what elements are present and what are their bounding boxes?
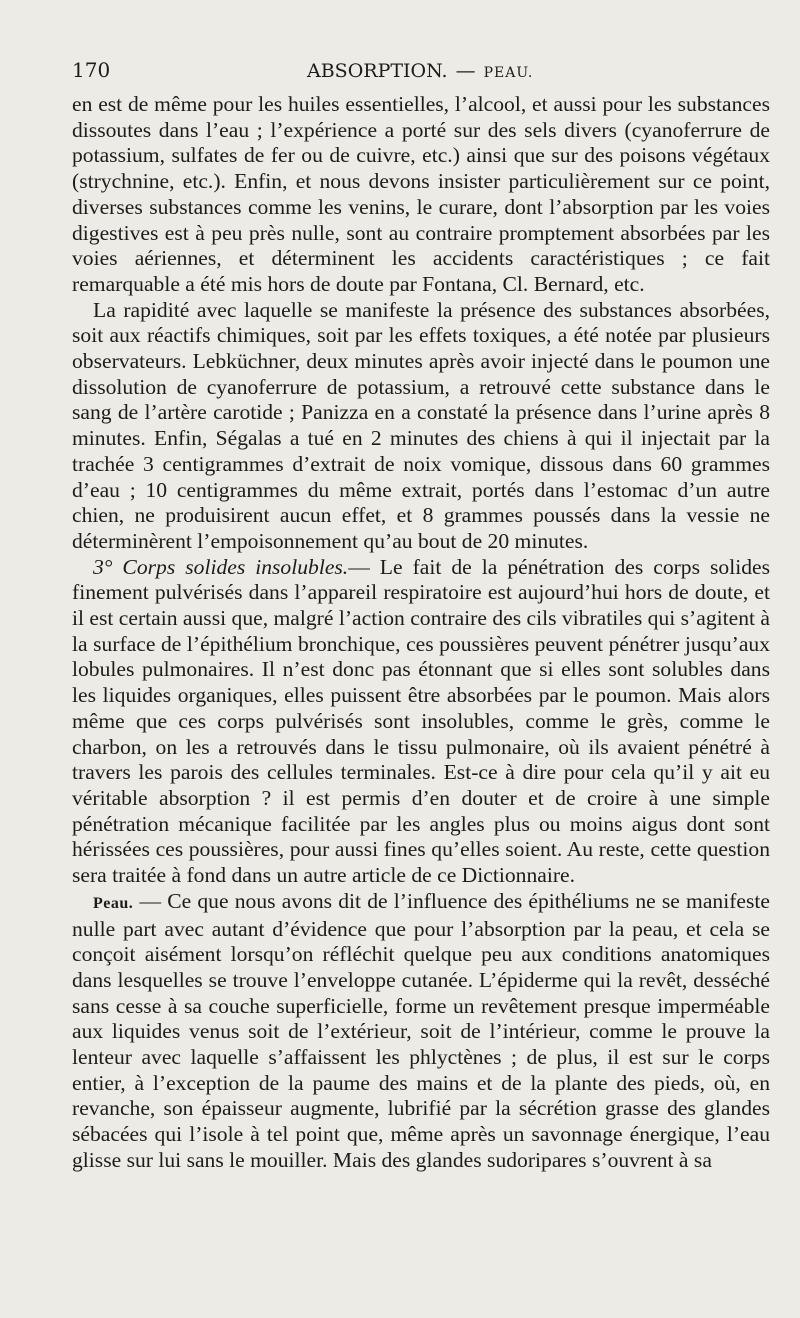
paragraph-4: [72, 889, 770, 1174]
section-heading-peau: Peau.: [93, 894, 134, 912]
paragraph-3-text: — Le fait de la pénétration des corps solides finement pulvérisés dans l’appareil respiratoire est aujourd’hui hors de doute, et il est certain aussi que, malgré l’action contraire des cils vibratiles qui s’agitent à la surface de l’épithélium bronchique, ces poussières peuvent pénétrer jusqu’aux lobules pulmonaires. Il n’est donc pas étonnant que si elles sont solubles dans les liquides organiques, elles puissent être absorbées par le poumon. Mais alors même que ces corps pulvérisés sont insolubles, comme le grès, comme le charbon, on les a retrouvés dans le tissu pulmonaire, où ils avaient pénétré à travers les parois des cellules terminales. Est-ce à dire pour cela qu’il y ait eu véritable absorption ? il est permis d’en douter et de croire à une simple pénétration mécanique facilitée par les angles plus ou moins aigus dont sont hérissées ces poussières, pour aussi fines qu’elles soient. Au reste, cette question sera traitée à fond dans un autre article de ce Dictionnaire.: [72, 554, 770, 888]
paragraph-2: La rapidité avec laquelle se manifeste la présence des substances absorbées, soit aux réactifs chimiques, soit par les effets toxiques, a été notée par plusieurs observateurs. Lebküchner, deux minutes après avoir injecté dans le poumon une dissolution de cyanoferrure de potassium, a retrouvé cette substance dans le sang de l’artère carotide ; Panizza en a constaté la présence dans l’urine après 8 minutes. Enfin, Ségalas a tué en 2 minutes des chiens à qui il injectait par la trachée 3 centigrammes d’extrait de noix vomique, dissous dans 60 grammes d’eau ; 10 centigrammes du même extrait, portés dans l’estomac d’un autre chien, ne produisirent aucun effet, et 8 grammes poussés dans la vessie ne déterminèrent l’empoisonnement qu’au bout de 20 minutes.: [72, 297, 770, 553]
body-text: [72, 92, 770, 1174]
page-number: 170: [72, 58, 111, 82]
header-separator: —: [455, 58, 476, 82]
paragraph-3: [72, 555, 770, 889]
paragraph-4-text: — Ce que nous avons dit de l’influence des épithéliums ne se manifeste nulle part avec autant d’évidence que pour l’absorption par la peau, et cela se conçoit aisément lorsqu’on réfléchit quelque peu aux conditions anatomiques dans lesquelles se trouve l’enveloppe cutanée. L’épiderme qui la revêt, desséché sans cesse à sa couche superficielle, forme un revêtement presque imperméable aux liquides venus soit de l’extérieur, soit de l’intérieur, comme le prouve la lenteur avec laquelle s’affaissent les phlyctènes ; de plus, il est sur le corps entier, à l’exception de la paume des mains et de la plante des pieds, où, en revanche, son épaisseur augmente, lubrifié par la sécrétion grasse des glandes sébacées qui l’isole à tel point que, même après un savonnage énergique, l’eau glisse sur lui sans le mouiller. Mais des glandes sudoripares s’ouvrent à sa: [72, 888, 770, 1172]
running-header: [72, 58, 770, 92]
header-title: ABSORPTION.: [307, 60, 448, 82]
header-subtitle: PEAU.: [483, 65, 534, 81]
paragraph-1: en est de même pour les huiles essentielles, l’alcool, et aussi pour les substances dissoutes dans l’eau ; l’expérience a porté sur des sels divers (cyanoferrure de potassium, sulfates de fer ou de cuivre, etc.) ainsi que sur des poisons végétaux (strychnine, etc.). Enfin, et nous devons insister particulièrement sur ce point, diverses substances comme les venins, le curare, dont l’absorption par les voies digestives est à peu près nulle, sont au contraire promptement absorbées par les voies aériennes, et déterminent les accidents caractéristiques ; ce fait remarquable a été mis hors de doute par Fontana, Cl. Bernard, etc.: [72, 92, 770, 296]
section-heading-solid-bodies: 3° Corps solides insolubles.: [93, 554, 349, 579]
